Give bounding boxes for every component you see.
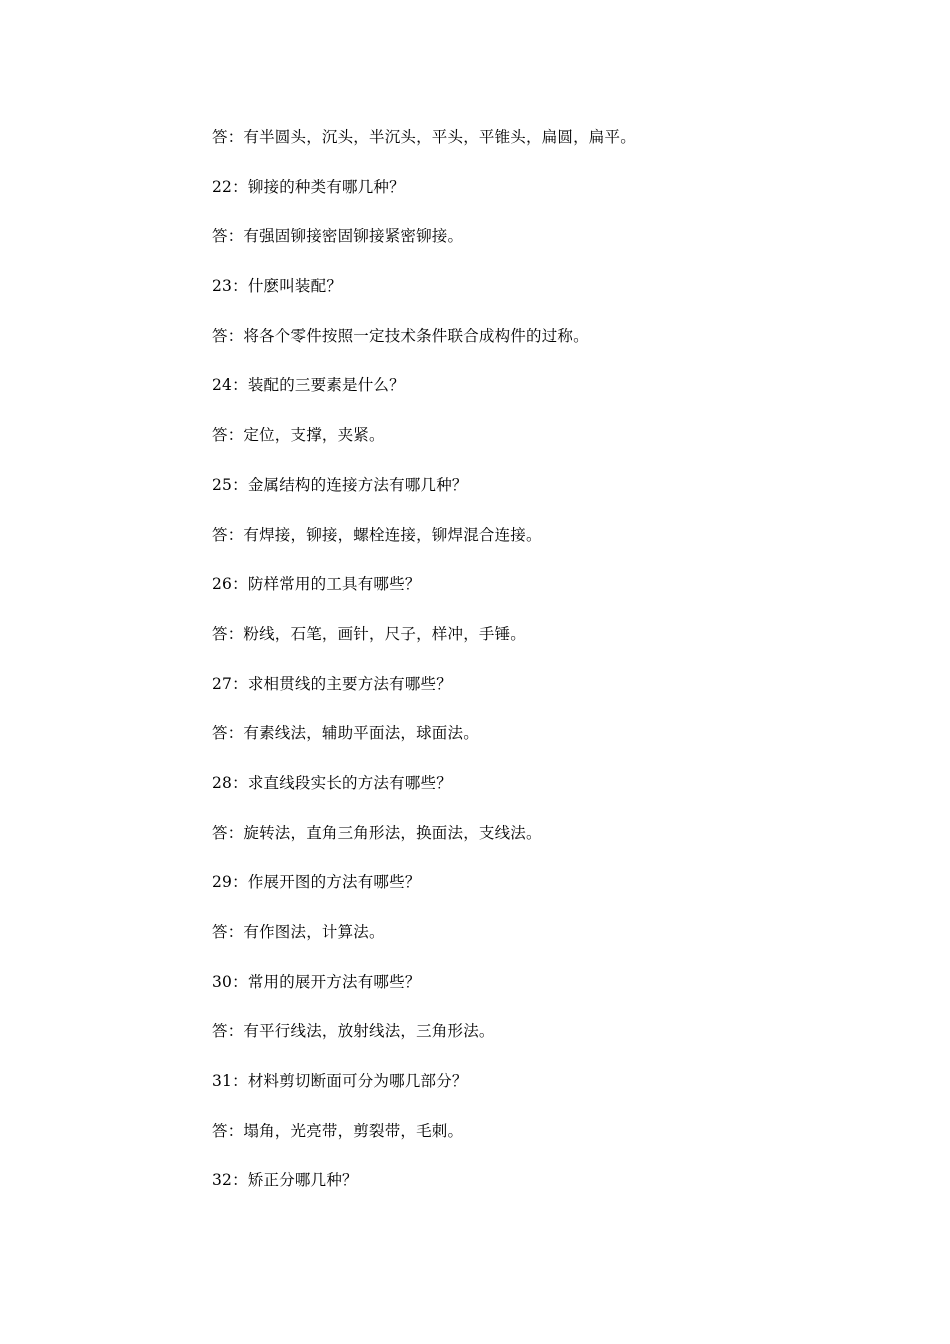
answer-line: 答：有作图法，计算法。 — [212, 923, 385, 941]
question-line: 23：什麽叫装配？ — [212, 277, 343, 296]
answer-line: 答：粉线，石笔，画针，尺子，样冲，手锤。 — [212, 624, 527, 643]
question-line: 22：铆接的种类有哪几种？ — [212, 177, 405, 196]
question-line: 32：矫正分哪几种？ — [212, 1171, 358, 1190]
question-line: 24：装配的三要素是什么？ — [212, 376, 405, 395]
answer-line: 答：旋转法，直角三角形法，换面法，支线法。 — [212, 823, 542, 842]
question-line: 30：常用的展开方法有哪些？ — [212, 972, 421, 991]
qa-list — [212, 126, 892, 1219]
answer-line: 答：有素线法，辅助平面法，球面法。 — [212, 724, 479, 743]
answer-line: 答：将各个零件按照一定技术条件联合成构件的过称。 — [212, 326, 589, 345]
question-line: 25：金属结构的连接方法有哪几种？ — [212, 475, 468, 494]
question-line: 26：防样常用的工具有哪些？ — [212, 575, 421, 594]
question-line: 31：材料剪切断面可分为哪几部分？ — [212, 1072, 468, 1091]
answer-line: 答：有平行线法，放射线法，三角形法。 — [212, 1022, 495, 1041]
question-line: 29：作展开图的方法有哪些？ — [212, 873, 421, 892]
question-line: 28：求直线段实长的方法有哪些？ — [212, 773, 452, 792]
answer-line: 答：有焊接，铆接，螺栓连接，铆焊混合连接。 — [212, 525, 542, 544]
question-line: 27：求相贯线的主要方法有哪些？ — [212, 674, 452, 693]
answer-line: 答：定位，支撑，夹紧。 — [212, 426, 385, 445]
answer-line: 答：塌角，光亮带，剪裂带，毛刺。 — [212, 1121, 464, 1140]
answer-line: 答：有强固铆接密固铆接紧密铆接。 — [212, 227, 464, 246]
answer-line: 答：有半圆头，沉头，半沉头，平头，平锥头，扁圆，扁平。 — [212, 128, 636, 146]
